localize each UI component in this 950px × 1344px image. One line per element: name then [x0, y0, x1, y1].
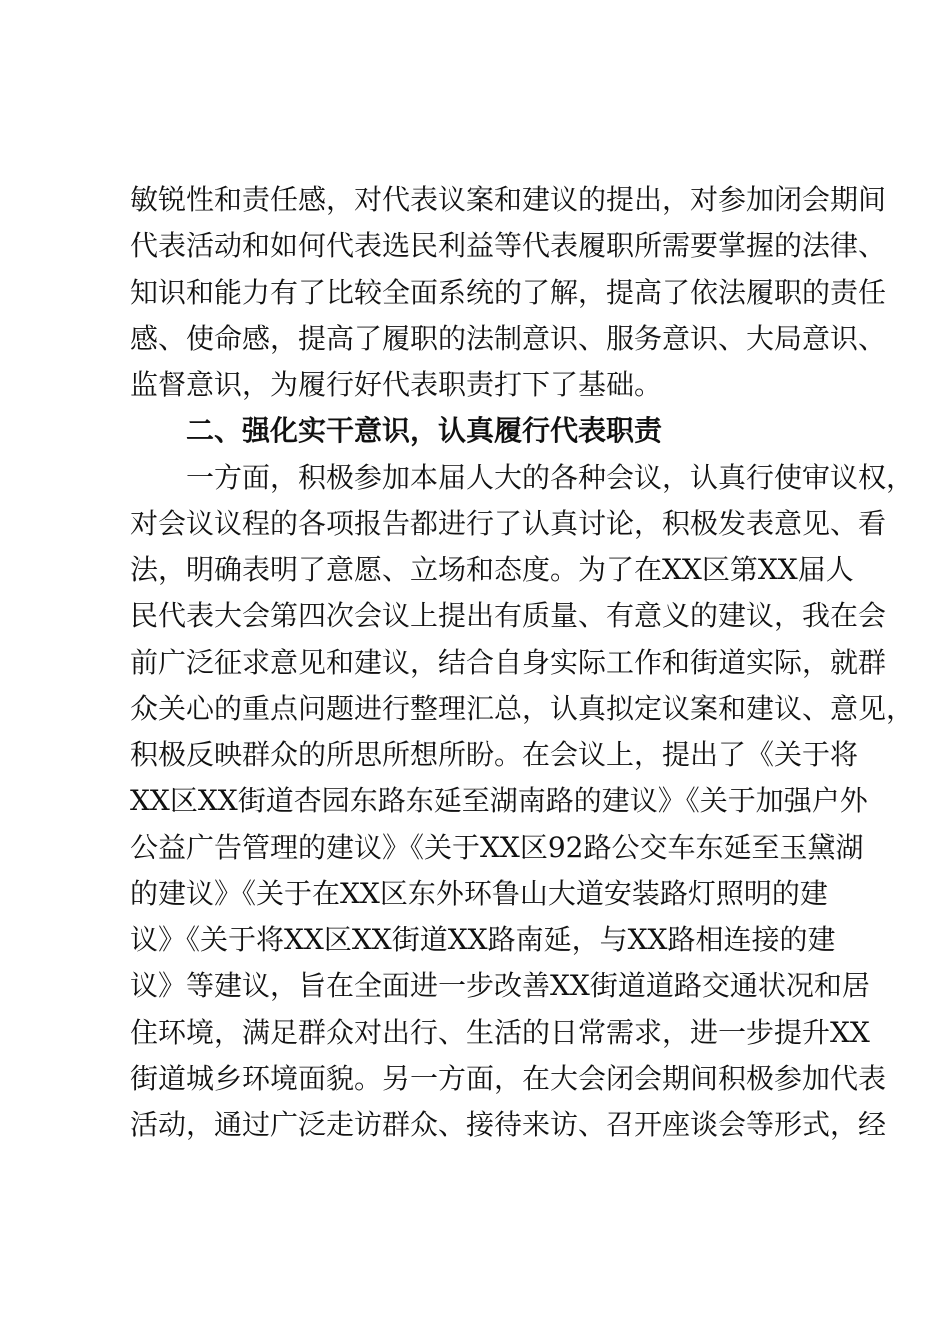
text-line: 对会议议程的各项报告都进行了认真讨论，积极发表意见、看	[130, 506, 887, 540]
text-line: 街道城乡环境面貌。另一方面，在大会闭会期间积极参加代表	[130, 1061, 887, 1095]
text-line: 的建议》《关于在XX区东外环鲁山大道安装路灯照明的建	[130, 876, 828, 910]
text-line: 议》《关于将XX区XX街道XX路南延，与XX路相连接的建	[130, 923, 836, 956]
paragraph-1	[130, 177, 887, 408]
text-line: 议》等建议，旨在全面进一步改善XX街道道路交通状况和居	[130, 969, 870, 1003]
text-line: 监督意识，为履行好代表职责打下了基础。	[130, 368, 663, 401]
text-line: 公益广告管理的建议》《关于XX区92路公交车东延至玉黛湖	[130, 830, 864, 864]
text-line: 住环境，满足群众对出行、生活的日常需求，进一步提升XX	[130, 1015, 870, 1049]
text-line: 法，明确表明了意愿、立场和态度。为了在XX区第XX届人	[130, 553, 854, 586]
text-line: 前广泛征求意见和建议，结合自身实际工作和街道实际，就群	[130, 645, 887, 679]
text-line: 代表活动和如何代表选民利益等代表履职所需要掌握的法律、	[130, 229, 887, 263]
text-line: 民代表大会第四次会议上提出有质量、有意义的建议，我在会	[130, 599, 887, 633]
document-page	[130, 177, 915, 1148]
text-line: 一方面，积极参加本届人大的各种会议，认真行使审议权，	[186, 460, 915, 494]
text-line: 活动，通过广泛走访群众、接待来访、召开座谈会等形式，经	[130, 1108, 887, 1141]
text-line: 知识和能力有了比较全面系统的了解，提高了依法履职的责任	[130, 275, 887, 309]
text-line: XX区XX街道杏园东路东延至湖南路的建议》《关于加强户外	[130, 784, 868, 818]
text-line: 敏锐性和责任感，对代表议案和建议的提出，对参加闭会期间	[130, 183, 887, 216]
section-heading: 二、强化实干意识，认真履行代表职责	[186, 414, 663, 448]
text-line: 积极反映群众的所思所想所盼。在会议上，提出了《关于将	[130, 738, 859, 771]
text-line: 众关心的重点问题进行整理汇总，认真拟定议案和建议、意见，	[130, 691, 915, 725]
paragraph-2	[130, 455, 915, 1149]
text-line: 感、使命感，提高了履职的法制意识、服务意识、大局意识、	[130, 321, 887, 355]
